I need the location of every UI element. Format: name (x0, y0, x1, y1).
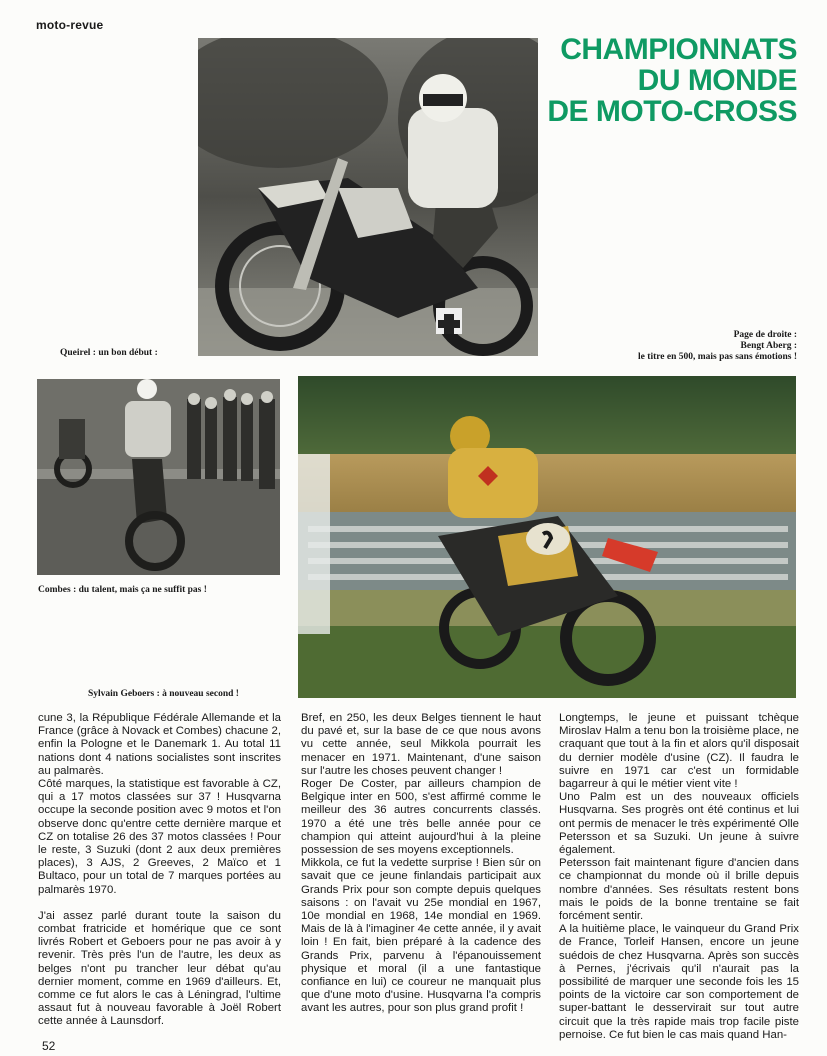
caption-queirel: Queirel : un bon début : (60, 348, 158, 358)
caption-page-droite-line-1: Page de droite : (733, 330, 797, 340)
caption-combes: Combes : du talent, mais ça ne suffit pas ! (38, 585, 207, 595)
col1-paragraph-2: Côté marques, la statistique est favorable à CZ, qui a 17 motos classées sur 37 ! Husqvarna occupe la seconde position avec 9 motos et l'on observe donc qu'entre cette dernière marque et CZ on totalise 26 des 37 motos classées ! Pour le reste, 3 Suzuki (dont 2 aux deux premières places), 3 AJS, 2 Greeves, 2 Maïco et 1 Bultaco, pour un total de 7 marques portées au palmarès 1970. (38, 778, 281, 896)
caption-page-droite-line-2: Bengt Aberg : (740, 341, 797, 351)
col1-paragraph-1: cune 3, la République Fédérale Allemande et la France (grâce à Novack et Combes) chacune 2, enfin la Pologne et le Danemark 1. Au total 11 nations dont 4 nations socialistes sont inscrites au palmarès. (38, 712, 281, 777)
title-line-1: CHAMPIONNATS (560, 33, 797, 66)
title-line-2: DU MONDE (637, 64, 797, 97)
col2-paragraph-3: Mikkola, ce fut la vedette surprise ! Bien sûr on savait que ce jeune finlandais participait aux Grands Prix pour son compte depuis quelques saisons : on l'avait vu 25e mondial en 1967, 10e mondial en 1968, 14e mondial en 1969. Mais de là à l'imaginer 4e cette année, il y avait loin ! En fait, bien préparé à la cadence des Grands Prix, parvenu à l'épanouissement physique et moral (il a une fantastique confiance en lui) ce coureur ne manquait plus que d'une moto d'usine. Husqvarna l'a compris avant les autres, pour son plus grand profit ! (301, 857, 541, 1015)
photo-combes (37, 379, 280, 575)
caption-page-droite-line-3: le titre en 500, mais pas sans émotions ! (638, 352, 797, 362)
article-title (527, 34, 797, 127)
page-number: 52 (42, 1039, 56, 1053)
caption-page-droite (557, 330, 797, 363)
photo-geboers (298, 376, 796, 698)
col3-paragraph-1: Longtemps, le jeune et puissant tchèque Miroslav Halm a tenu bon la troisième place, ne craquant que tout à la fin et alors qu'il disposait du dernier modèle d'usine (CZ). Il faudra le suivre en 1971 car c'est un formidable bagarreur à qui le métier vient vite ! (559, 712, 799, 791)
text-column-2 (301, 712, 541, 1016)
col2-paragraph-1: Bref, en 250, les deux Belges tiennent le haut du pavé et, sur la base de ce que nous avons vu cette année, seul Mikkola pourrait les menacer en 1971. Maintenant, d'une saison sur l'autre les choses peuvent changer ! (301, 712, 541, 777)
text-column-3 (559, 712, 799, 1042)
photo-queirel (198, 38, 538, 356)
col2-paragraph-2: Roger De Coster, par ailleurs champion de Belgique inter en 500, s'est affirmé comme le meilleur des 36 autres concurrents classés. 1970 a été une très belle année pour ce champion qui atteint aujourd'hui à la pleine possession de ses moyens exceptionnels. (301, 778, 541, 857)
col3-paragraph-4: A la huitième place, le vainqueur du Grand Prix de France, Torleif Hansen, encore un jeune suédois de chez Husqvarna. Après son succès à Pernes, j'écrivais qu'il n'aurait pas la possibilité de marquer une seconde fois les 15 points de la victoire car son comportement de super-battant le desservirait sur tout autre circuit que la très rapide mais trop facile piste pernoise. Ce fut bien le cas mais quand Han- (559, 923, 799, 1041)
col1-paragraph-3: J'ai assez parlé durant toute la saison du combat fratricide et homérique que ce sont livrés Robert et Geboers pour ne pas avoir à y revenir. Très près l'un de l'autre, les deux as belges n'ont pu trancher leur débat qu'au dernier moment, comme en 1969 d'ailleurs. Et, comme ce fut alors le cas à Léningrad, l'ultime assaut fut à nouveau favorable à Joël Robert cette année à Launsdorf. (38, 909, 281, 1028)
caption-geboers: Sylvain Geboers : à nouveau second ! (88, 689, 239, 699)
title-line-3: DE MOTO-CROSS (547, 95, 797, 128)
magazine-brand: moto-revue (36, 18, 104, 32)
text-column-1 (38, 712, 281, 1029)
col3-paragraph-2: Uno Palm est un des nouveaux officiels Husqvarna. Ses progrès ont été continus et lui ont permis de menacer le très expérimenté Olle Petersson et sa Suzuki. Un jeune à suivre également. (559, 791, 799, 857)
col3-paragraph-3: Petersson fait maintenant figure d'ancien dans ce championnat du monde où il brille depuis nombre d'années. Ses résultats restent bons mais le poids de la bonne trentaine se fait forcément sentir. (559, 857, 799, 923)
